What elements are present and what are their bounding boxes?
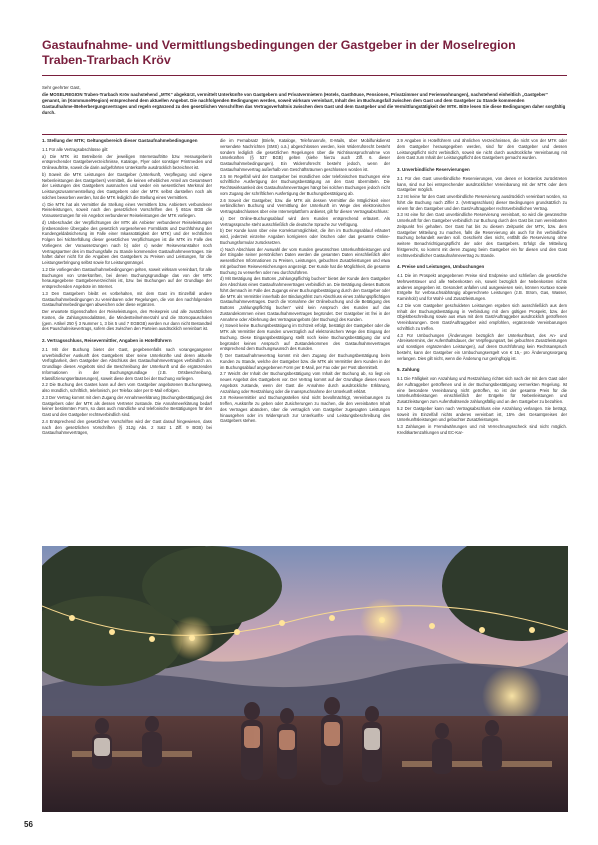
paragraph: 2.3 Der Vertrag kommt mit dem Zugang der Annahmeerklärung (Buchungsbestätigung) des Gastgebers oder der MTK als dessen Vertreter zustande. Die Annahmeerklärung bedarf keiner bestimmten Form, so dass auch mündliche und telefonische Bestätigungen für den Gast und den Gastgeber rechtsverbindlich sind. (42, 394, 212, 418)
paragraph: b) Der Kunde kann über eine Korrekturmöglichkeit, die ihm im Buchungsablauf erläutert wird, jederzeit einzelne Angaben korrigieren oder löschen oder das gesamte Online-Buchungsformular zurücksetzen. (220, 228, 390, 245)
intro-greeting: Sehr geehrter Gast, (42, 85, 81, 90)
paragraph: c) Nach Abschluss der Auswahl der vom Kunden gewünschten Unterkunftsleistungen und der Eingabe seiner persönlichen Daten werden die gesamten Daten einschließlich aller wesentlichen Informationen zu Preisen, Leistungen, gebuchten Zusatzleistungen und etwa mit gebuchten Reiseversicherungen angezeigt. Der Kunde hat die Möglichkeit, die gesamte Buchung zu verwerfen oder neu durchzuführen. (220, 246, 390, 275)
page-title (42, 38, 562, 68)
paragraph: 2.4 Entsprechend den gesetzlichen Vorschriften wird der Gast darauf hingewiesen, dass nach den gesetzlichen Vorschriften (§ 312g Abs. 2 Satz 1 Ziff. 9 BGB) bei Gastaufnahmeverträgen, (42, 418, 212, 436)
title-divider (42, 75, 567, 76)
page-number: 56 (24, 820, 33, 829)
paragraph: 3.2 Ist keine für den Gast unverbindliche Reservierung ausdrücklich vereinbart worden, so führt die Buchung nach Ziffer 2. (Vertragsschluss) dieser Bedingungen grundsätzlich zu einem für den Gastgeber und den Gast/Auftraggeber rechtsverbindlichen Vertrag. (397, 194, 567, 211)
text-column-3 (397, 138, 567, 543)
paragraph: a) Der Online-Buchungsablauf wird dem Kunden entsprechend erläutert. Als Vertragssprache steht ausschließlich die deutsche Sprache zur Verfügung. (220, 215, 390, 227)
intro-section (42, 85, 567, 118)
paragraph: b) Soweit die MTK Leistungen der Gastgeber (Unterkunft, Verpflegung und eigene Nebenleistungen des Gastgebers) vermittelt, die keinen erheblichen Anteil am Gesamtwert der Leistungen des Gastgebers ausmachen und weder ein wesentliches Merkmal der Leistungszusammenstellung des Gastgebers oder der MTK selbst darstellen noch als solches beworben werden, hat die MTK lediglich die Stellung eines Vermittlers. (42, 171, 212, 200)
paragraph: 4.2 Die vom Gastgeber geschuldeten Leistungen ergeben sich ausschließlich aus dem Inhalt der Buchungsbestätigung in Verbindung mit dem gültigen Prospekt, bzw. der Objektbeschreibung sowie aus etwa mit dem Gast/Auftraggeber ausdrücklich getroffenen Vereinbarungen. Dem Gast/Auftraggeber wird empfohlen, ergänzende Vereinbarungen schriftlich zu treffen. (397, 302, 567, 331)
paragraph: 4.3 Für Umbuchungen (Änderungen bezüglich der Unterkunftsart, des An- und Abreisetermins, der Aufenthaltsdauer, der Verpflegungsart, bei gebuchten Zusatzleistungen und sonstigen ergänzenden Leistungen), auf deren Durchführung kein Rechtsanspruch besteht, kann der Gastgeber ein Umbuchungsentgelt von € 15,- pro Änderungsvorgang verlangen. Dies gilt nicht, wenn die Änderung nur geringfügig ist. (397, 332, 567, 361)
paragraph: 2.6 Soweit der Gastgeber, bzw. die MTK als dessen Vermittler die Möglichkeit einer verbindlichen Buchung und Vermittlung der Unterkunft im Wege des elektronischen Vertragsabschlusses über eine Internetplattform anbietet, gilt für diesen Vertragsabschluss: (220, 197, 390, 214)
section-heading: 3. Unverbindliche Reservierungen (397, 167, 470, 172)
paragraph: 5.1 Die Fälligkeit von Anzahlung und Restzahlung richtet sich nach der mit dem Gast oder der Auftraggeber getroffenen und in der Buchungsbestätigung vermerkten Regelung. Ist eine besondere Vereinbarung nicht getroffen, so ist der gesamte Preis für die Unterkunftsleistungen einschließlich der Entgelte für Nebenleistungen und Zusatzleistungen zum Aufenthaltsende zahlungsfällig und an den Gastgeber zu bezahlen. (397, 376, 567, 405)
paragraph: d) Unbeschadet der Verpflichtungen der MTK als Anbieter verbundener Reiseleistungen (insbesondere Übergabe des gesetzlich vorgesehenen Formblatts und Durchführung der Kundengeldabsicherung im Falle einer Inkassotätigkeit der MTK) und der rechtlichen Folgen bei Nichterfüllung dieser gesetzlichen Verpflichtungen ist die MTK im Falle des Vorliegens der Voraussetzungen nach b) oder c) weder Reiseveranstalter noch Vertragspartner des im Buchungsfalle zu Stande kommenden Gastaufnahmevertrages. Sie haftet daher nicht für die Angaben des Gastgebers zu Preisen und Leistungen, für die Leistungserbringung selbst sowie für Leistungsmängel. (42, 219, 212, 266)
paragraph: a) Die MTK ist Betreiberin der jeweiligen Internetauftritte bzw. Herausgeberin entsprechender Gastgeberverzeichnisse, Kataloge, Flyer oder sonstiger Printmedien und Onlineauftritte, soweit die darin aufgeführten Unterkünfte ausdrücklich bezeichnet ist. (42, 153, 212, 171)
paragraph: 3.3 Ist eine für den Gast unverbindliche Reservierung vereinbart, so wird die gewünschte Unterkunft für den Gastgeber verbindlich zur Buchung durch den Gast bis zum vereinbarten Zeitpunkt frei gehalten. Der Gast hat bis zu diesem Zeitpunkt der MTK, bzw. dem Gastgeber Mitteilung zu machen, falls die Reservierung als auch für ihn verbindliche Buchung behandelt werden soll. Geschieht dies nicht, entfällt die Reservierung ohne weitere Benachrichtigungspflicht der oder des Gastgebers. Erfolgt die Mitteilung fristgerecht, so kommt mit deren Zugang beim Gastgeber ein für diesen und den Gast rechtsverbindlicher Gastaufnahmevertrag zu Stande. (397, 212, 567, 258)
photo-illustration (42, 546, 568, 812)
paragraph: 5.3 Zahlungen in Fremdwährungen und mit Verrechnungsscheck sind nicht möglich. Kreditkartenzahlungen und EC-Kar- (397, 424, 567, 435)
paragraph: f) Der Gastaufnahmevertrag kommt mit dem Zugang der Buchungsbestätigung beim Kunden zu Stande, welche der Gastgeber bzw. die MTK als Vermittler dem Kunden in der im Buchungsablauf angegebenen Form per E-Mail, per Fax oder per Post übermittelt. (220, 353, 390, 370)
paragraph: Der erwartete Eigenschaften der Reiseleistungen, den Reisepreis und alle zusätzlichen Kosten, die Zahlungsmodalitäten, die Mindestteilnehmerzahl und die Stornopauschalen (gem. Artikel 250 § 3 Nummer 1, 3 bis 5 und 7 EGBGB) werden nur dann nicht Bestandteil des Pauschalreisevertrags, sofern dies zwischen den Parteien ausdrücklich vereinbart ist. (42, 309, 212, 332)
paragraph: 4.1 Die im Prospekt angegebenen Preise sind Endpreise und schließen die gesetzliche Mehrwertsteuer und alle Nebenkosten ein, soweit bezüglich der Nebenkosten nichts anderes angegeben ist. Gesondert anfallen und ausgewiesen sein, können Kurtaxe sowie Entgelte für verbrauchsabhängig abgerechnete Leistungen (z.B. Strom, Gas, Wasser, Kaminholz) und für Wahl- und Zusatzleistungen. (397, 273, 567, 302)
section-heading: 4. Preise und Leistungen, Umbuchungen (397, 264, 485, 270)
paragraph: c) Die MTK hat als Vermittler die Stellung eines Vermittlers bzw. Anbieters verbundener Reiseleistungen, soweit nach den gesetzlichen Vorschriften des § 651w BGB die Voraussetzungen für ein Angebot verbundener Reiseleistungen der MTK vorliegen. (42, 201, 212, 219)
paragraph: 2.5 Im Regelfall wird der Gastgeber bei mündlichen oder telefonischen Buchungen eine schriftliche Ausfertigung der Buchungsbestätigung an den Gast übermitteln. Die Rechtswirksamkeit des Gastaufnahmevertrages hängt bei solchen Buchungen jedoch nicht vom Zugang der schriftlichen Ausfertigung der Buchungsbestätigung ab. (220, 173, 390, 196)
section-heading: 5. Zahlung (397, 367, 420, 373)
evening-festival-photo (42, 546, 568, 812)
page-title-line1: Gastaufnahme- und Vermittlungsbedingungen der Gastgeber in der Moselregion (42, 38, 516, 52)
text-column-2 (220, 138, 390, 543)
paragraph: 1.1 Für alle Vertragsabschlüsse gilt: (42, 146, 109, 152)
paragraph: 5.2 Der Gastgeber kann nach Vertragsabschluss eine Anzahlung verlangen. Sie beträgt, soweit im Einzelfall nichts anderes vereinbart ist, 15% des Gesamtpreises der Unterkunftsleistungen und gebuchter Zusatzleistungen. (397, 405, 567, 423)
intro-divider (42, 134, 567, 135)
paragraph: 3.1 Für den Gast unverbindliche Reservierungen, von denen er kostenlos zurücktreten kann, sind nur bei entsprechender ausdrücklicher Vereinbarung mit der MTK oder dem Gastgeber möglich. (397, 175, 567, 193)
paragraph: 2.7 Weicht der Inhalt der Buchungsbestätigung vom Inhalt der Buchung ab, so liegt ein neues Angebot des Gastgebers vor. Der Vertrag kommt auf der Grundlage dieses neuen Angebots zustande, wenn der Gast die Annahme durch ausdrückliche Erklärung, Anzahlung oder Restzahlung oder die Inanspruchnahme der Unterkunft erklärt. (220, 371, 390, 394)
intro-text: die MOSELREGION Traben-Trarbach Kröv nachstehend „MTK“ abgekürzt, vermittelt Unterkünfte von Gastgebern und Privatvermietern (Hotels, Gasthöuse, Pensionen, Privatzimmer und Ferienwohnungen), nachstehend einheitlich „Gastgeber“ genannt, im (Kommune/Region) entsprechend dem aktuellen Angebot. Die nachfolgenden Bedingungen werden, soweit wirksam vereinbart, Inhalt des im Buchungsfall zwischen dem Gast und dem Gastgeber zu Stande kommenden Gastaufnahme-/Beherbergungsvertrages und regeln ergänzend zu den gesetzlichen Vorschriften das Vertragsverhältnis zwischen dem Gast und dem Gastgeber und die Vermittlungstätigkeit der MTK. Bitte lesen Sie diese Bedingungen daher sorgfältig durch. (42, 92, 566, 116)
section-heading: 2. Vertragsschluss, Reisevermittler, Angaben in Hotelführern (42, 338, 172, 344)
page-title-line2: Traben-Trarbach Kröv (42, 53, 171, 67)
paragraph: 2.2 Die Buchung des Gastes kann auf dem vom Gastgeber angebotenen Buchungsweg, also mündlich, schriftlich, telefonisch, per Telefax oder per E-Mail erfolgen. (42, 382, 212, 394)
paragraph: 2.1 Mit der Buchung bietet der Gast, gegebenenfalls nach vorangegangener unverbindlicher Auskunft des Gastgebers über seine Unterkünfte und deren aktuelle Verfügbarkeit, dem Gastgeber den Abschluss des Gastaufnahmevertrages verbindlich an. Grundlage dieses Angebots sind die Beschreibung der Unterkunft und die ergänzenden Informationen in der Buchungsgrundlage (z.B. Ortsbeschreibung, Klassifizierungserläuterungen), soweit diese dem Gast bei der Buchung vorliegen. (42, 346, 212, 381)
section-heading: 1. Stellung der MTK; Geltungsbereich dieser Gastaufnahmebedingungen (42, 138, 198, 143)
paragraph: 1.2 Die vorliegenden Gastaufnahmebedingungen gelten, soweit wirksam vereinbart, für alle Buchungen von Unterkünften, bei denen Buchungsgrundlage das von der MTK herausgegebene Gastgeberverzeichnis ist, bzw. bei Buchungen auf der Grundlage der entsprechenden Angebote im Internet. (42, 266, 212, 290)
paragraph: 2.8 Reisevermittler und Buchungsstellen sind nicht bevollmächtigt, Vereinbarungen zu treffen, Auskünfte zu geben oder Zusicherungen zu machen, die den vereinbarten Inhalt des Vertrages abändern, über die vertraglich vom Gastgeber zugesagten Leistungen hinausgehen oder im Widerspruch zur Unterkunfts- und Leistungsbeschreibung des Gastgebers stehen. (220, 395, 390, 424)
paragraph: die im Fernabsatz (Briefe, Kataloge, Telefonanrufe, E-Mails, über Mobilfunkdienst versendete Nachrichten (SMS) o.ä.) abgeschlossen werden, kein Widerrufsrecht besteht sondern lediglich die gesetzlichen Regelungen über die Nichtinanspruchnahme von Unterkünften (§ 537 BGB) gelten (siehe hierzu auch Ziff. 6. dieser Gastaufnahmebedingungen). Ein Widerrufsrecht besteht jedoch, wenn der Gastaufnahmevertrag außerhalb von Geschäftsräumen geschlossen worden ist. (220, 138, 390, 172)
paragraph: d) Mit Betätigung des Buttons „zahlungspflichtig buchen“ bietet der Kunde dem Gastgeber den Abschluss eines Gastaufnahmevertrages verbindlich an. Die Betätigung dieses Buttons führt demnach im Falle des Zugangs einer Buchungsbestätigung durch den Gastgeber oder die MTK als Vermittler innerhalb der Bindungsfrist zum Abschluss eines zahlungspflichtigen Gastaufnahmevertrages. Durch die Vornahme der Onlinebuchung und die Betätigung des Buttons „zahlungspflichtig buchen“ wird kein Anspruch des Kunden auf das Zustandekommen eines Gastaufnahmevertrages begründet. Der Gastgeber ist frei in der Annahme oder Ablehnung des Vertragsangebots (der Buchung) des Kunden. (220, 276, 390, 322)
paragraph: 2.9 Angaben in Hotelführern und ähnlichen Verzeichnissen, die nicht von der MTK oder dem Gastgeber herausgegeben werden, sind für den Gastgeber und dessen Leistungspflicht nicht verbindlich, soweit sie nicht durch ausdrückliche Vereinbarung mit dem Gast zum Inhalt der Leistungspflicht des Gastgebers gemacht wurden. (397, 138, 567, 161)
paragraph: 1.3 Den Gastgebern bleibt es vorbehalten, mit dem Gast im Einzelfall andere Gastaufnahmebedingungen zu vereinbaren oder Regelungen, die von den nachfolgenden Gastaufnahmebedingungen abweichen oder diese ergänzen. (42, 290, 212, 308)
paragraph: e) Soweit keine Buchungsbestätigung im Echtzeit erfolgt, bestätigt der Gastgeber oder die MTK als Vermittler dem Kunden unverzüglich auf elektronischem Wege den Eingang der Buchung. Diese Eingangsbestätigung stellt noch keine Buchungsbestätigung dar und begründet keinen Anspruch auf Zustandekommen des Gastaufnahmevertrages entsprechend dem Buchungswunsch des Kunden. (220, 323, 390, 352)
text-column-1 (42, 138, 212, 543)
title-block (42, 38, 562, 68)
